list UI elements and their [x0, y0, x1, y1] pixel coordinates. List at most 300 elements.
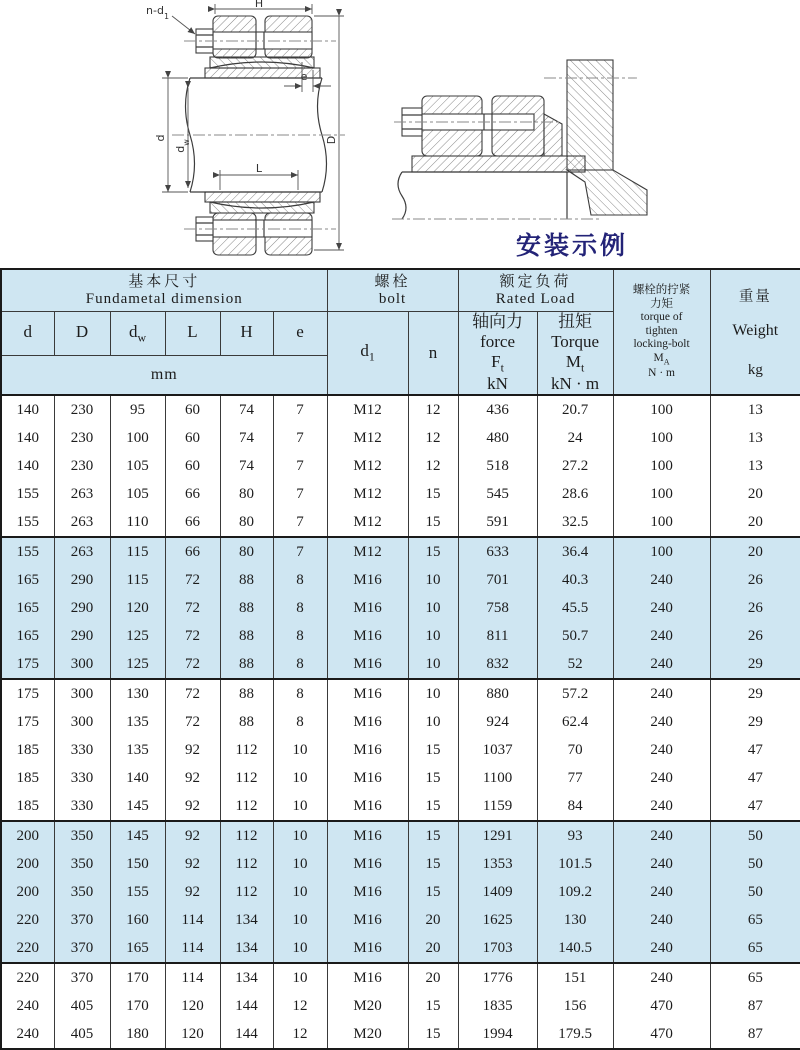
table-cell: 80 [220, 508, 273, 537]
table-cell: 100 [613, 508, 710, 537]
table-cell: 290 [54, 594, 110, 622]
col-d: d [1, 311, 54, 356]
table-cell: 20 [408, 934, 458, 963]
table-cell: 26 [710, 594, 800, 622]
table-cell: 230 [54, 424, 110, 452]
table-cell: 13 [710, 395, 800, 424]
table-cell: 87 [710, 1020, 800, 1049]
table-cell: 92 [165, 764, 220, 792]
table-cell: M12 [327, 537, 408, 566]
table-cell: 200 [1, 850, 54, 878]
sleeve-flange-bottom [205, 192, 320, 202]
table-cell: 7 [273, 424, 327, 452]
table-cell: 370 [54, 906, 110, 934]
table-row [1, 963, 800, 992]
table-cell: 7 [273, 508, 327, 537]
table-cell: 300 [54, 650, 110, 679]
table-cell: 8 [273, 708, 327, 736]
header-bolt-group [327, 269, 458, 311]
table-cell: 220 [1, 963, 54, 992]
table-cell: 74 [220, 395, 273, 424]
rated-load-en: Rated Load [495, 291, 576, 308]
table-row [1, 622, 800, 650]
table-cell: 10 [273, 821, 327, 850]
spec-table-body [1, 395, 800, 1049]
table-cell: M16 [327, 878, 408, 906]
table-cell: M12 [327, 424, 408, 452]
table-cell: 170 [110, 963, 165, 992]
bolt-callout-label: $n-d_1$ [146, 4, 170, 21]
table-row [1, 537, 800, 566]
table-cell: 101.5 [537, 850, 613, 878]
table-row [1, 424, 800, 452]
table-row [1, 878, 800, 906]
table-cell: 88 [220, 679, 273, 708]
col-dw: $d_w$ [110, 311, 165, 356]
table-cell: 1409 [458, 878, 537, 906]
table-cell: 15 [408, 878, 458, 906]
table-cell: 112 [220, 878, 273, 906]
table-cell: M12 [327, 395, 408, 424]
table-cell: 170 [110, 992, 165, 1020]
table-cell: 240 [613, 963, 710, 992]
table-cell: M16 [327, 792, 408, 821]
table-cell: 74 [220, 452, 273, 480]
table-cell: M12 [327, 508, 408, 537]
table-cell: 8 [273, 594, 327, 622]
table-cell: 10 [273, 736, 327, 764]
table-cell: 10 [273, 906, 327, 934]
table-cell: 8 [273, 566, 327, 594]
table-cell: 92 [165, 878, 220, 906]
table-cell: 72 [165, 650, 220, 679]
table-cell: 15 [408, 792, 458, 821]
table-row [1, 452, 800, 480]
table-cell: 470 [613, 1020, 710, 1049]
table-cell: 28.6 [537, 480, 613, 508]
spec-table-header [1, 269, 800, 395]
col-L: L [165, 311, 220, 356]
table-cell: 1100 [458, 764, 537, 792]
table-cell: 1625 [458, 906, 537, 934]
table-row [1, 508, 800, 537]
table-cell: 8 [273, 650, 327, 679]
table-cell: M16 [327, 736, 408, 764]
table-row [1, 594, 800, 622]
table-cell: 1353 [458, 850, 537, 878]
dim-label-H: H [254, 0, 264, 10]
table-cell: 92 [165, 736, 220, 764]
table-cell: 924 [458, 708, 537, 736]
table-cell: 880 [458, 679, 537, 708]
table-cell: 290 [54, 566, 110, 594]
table-cell: 70 [537, 736, 613, 764]
table-cell: 240 [1, 992, 54, 1020]
dim-label-D: D [325, 135, 338, 145]
table-cell: 8 [273, 679, 327, 708]
table-cell: 180 [110, 1020, 165, 1049]
table-cell: 20 [710, 508, 800, 537]
table-cell: 15 [408, 764, 458, 792]
header-weight: 重量 Weight kg [710, 269, 800, 395]
table-cell: 220 [1, 906, 54, 934]
table-cell: M16 [327, 934, 408, 963]
table-cell: 45.5 [537, 594, 613, 622]
table-cell: 66 [165, 480, 220, 508]
table-cell: 155 [1, 537, 54, 566]
table-cell: 100 [613, 537, 710, 566]
table-cell: 758 [458, 594, 537, 622]
table-cell: 26 [710, 566, 800, 594]
table-cell: 150 [110, 850, 165, 878]
table-cell: M16 [327, 963, 408, 992]
table-cell: 175 [1, 708, 54, 736]
table-cell: 130 [110, 679, 165, 708]
table-cell: 112 [220, 821, 273, 850]
table-cell: 290 [54, 622, 110, 650]
table-cell: M16 [327, 594, 408, 622]
table-cell: 185 [1, 764, 54, 792]
table-cell: 240 [613, 679, 710, 708]
table-cell: 80 [220, 480, 273, 508]
table-cell: 50 [710, 821, 800, 850]
bolt-shaft-bottom [213, 220, 312, 237]
table-cell: 240 [613, 566, 710, 594]
table-cell: 88 [220, 650, 273, 679]
table-cell: 27.2 [537, 452, 613, 480]
table-cell: 545 [458, 480, 537, 508]
header-locking-torque: 螺栓的拧紧 力矩 torque of tighten locking-bolt $M_A$ N · m [613, 269, 710, 395]
sleeve-collar [412, 156, 585, 172]
table-cell: M20 [327, 1020, 408, 1049]
table-cell: 15 [408, 821, 458, 850]
table-cell: 26 [710, 622, 800, 650]
table-cell: 88 [220, 622, 273, 650]
col-n: n [408, 311, 458, 395]
table-cell: 72 [165, 708, 220, 736]
table-row [1, 850, 800, 878]
table-cell: 144 [220, 1020, 273, 1049]
table-cell: 125 [110, 622, 165, 650]
table-cell: 300 [54, 679, 110, 708]
table-cell: 15 [408, 508, 458, 537]
table-cell: 72 [165, 594, 220, 622]
table-cell: 230 [54, 395, 110, 424]
table-cell: 1703 [458, 934, 537, 963]
table-cell: 151 [537, 963, 613, 992]
table-cell: 24 [537, 424, 613, 452]
rated-load-zh: 额定负荷 [499, 273, 572, 290]
table-row [1, 736, 800, 764]
table-cell: 32.5 [537, 508, 613, 537]
table-cell: 20 [710, 537, 800, 566]
dim-label-e: e [300, 70, 308, 83]
table-cell: 84 [537, 792, 613, 821]
table-cell: M20 [327, 992, 408, 1020]
table-cell: 155 [1, 508, 54, 537]
table-cell: 1159 [458, 792, 537, 821]
table-cell: 72 [165, 679, 220, 708]
table-cell: 29 [710, 708, 800, 736]
spec-table [0, 268, 800, 1050]
section-drawing [50, 0, 400, 264]
table-cell: M12 [327, 452, 408, 480]
table-cell: 120 [165, 1020, 220, 1049]
table-cell: 114 [165, 934, 220, 963]
table-cell: 50 [710, 850, 800, 878]
lock-block-wedge [544, 114, 562, 156]
table-cell: 134 [220, 963, 273, 992]
table-cell: 115 [110, 566, 165, 594]
table-cell: 175 [1, 679, 54, 708]
table-cell: 12 [408, 424, 458, 452]
table-cell: 92 [165, 821, 220, 850]
installation-drawing [392, 52, 672, 227]
table-cell: 20 [408, 906, 458, 934]
table-cell: 88 [220, 708, 273, 736]
dim-label-L: L [255, 162, 263, 175]
header-basic-dimension [1, 269, 327, 311]
table-cell: 52 [537, 650, 613, 679]
bolt-group-zh: 螺栓 [374, 273, 411, 290]
table-cell: 65 [710, 934, 800, 963]
table-cell: 160 [110, 906, 165, 934]
table-cell: 220 [1, 934, 54, 963]
table-cell: 109.2 [537, 878, 613, 906]
table-cell: 13 [710, 452, 800, 480]
table-cell: 50.7 [537, 622, 613, 650]
table-cell: 12 [273, 992, 327, 1020]
table-cell: 60 [165, 395, 220, 424]
table-row [1, 792, 800, 821]
table-row [1, 992, 800, 1020]
table-cell: 114 [165, 906, 220, 934]
table-cell: 95 [110, 395, 165, 424]
table-cell: 350 [54, 878, 110, 906]
table-cell: 50 [710, 878, 800, 906]
table-cell: 110 [110, 508, 165, 537]
table-cell: 165 [1, 566, 54, 594]
table-cell: 144 [220, 992, 273, 1020]
table-cell: 470 [613, 992, 710, 1020]
table-cell: 15 [408, 992, 458, 1020]
col-axial-force: 轴向力 force $F_t$ kN [458, 311, 537, 395]
col-e: e [273, 311, 327, 356]
table-cell: 10 [273, 934, 327, 963]
table-cell: 240 [613, 650, 710, 679]
table-cell: 62.4 [537, 708, 613, 736]
table-cell: 92 [165, 792, 220, 821]
table-cell: 240 [613, 708, 710, 736]
table-cell: 88 [220, 566, 273, 594]
table-cell: 72 [165, 622, 220, 650]
installation-caption: 安装示例 [515, 233, 628, 260]
table-cell: 10 [273, 764, 327, 792]
table-cell: 74 [220, 424, 273, 452]
table-row [1, 650, 800, 679]
table-cell: 93 [537, 821, 613, 850]
table-cell: 80 [220, 537, 273, 566]
table-cell: M16 [327, 906, 408, 934]
table-cell: 7 [273, 537, 327, 566]
table-cell: 701 [458, 566, 537, 594]
table-cell: 155 [1, 480, 54, 508]
table-row [1, 764, 800, 792]
table-cell: 120 [110, 594, 165, 622]
table-cell: 60 [165, 424, 220, 452]
dim-label-dw: $d_w$ [174, 139, 191, 153]
technical-drawings [0, 0, 800, 268]
table-cell: 263 [54, 537, 110, 566]
bolt-group-en: bolt [378, 291, 407, 308]
table-cell: 15 [408, 1020, 458, 1049]
table-cell: 405 [54, 992, 110, 1020]
table-cell: M16 [327, 679, 408, 708]
table-cell: 112 [220, 764, 273, 792]
table-cell: 405 [54, 1020, 110, 1049]
table-cell: 60 [165, 452, 220, 480]
table-cell: 100 [613, 480, 710, 508]
header-rated-load [458, 269, 613, 311]
basic-dimension-zh: 基本尺寸 [128, 273, 201, 290]
table-cell: 47 [710, 792, 800, 821]
table-cell: 300 [54, 708, 110, 736]
table-row [1, 906, 800, 934]
table-cell: M16 [327, 622, 408, 650]
table-cell: 156 [537, 992, 613, 1020]
table-cell: 66 [165, 508, 220, 537]
table-cell: 240 [613, 764, 710, 792]
table-cell: 140 [1, 452, 54, 480]
table-cell: 135 [110, 736, 165, 764]
table-cell: 10 [408, 708, 458, 736]
table-cell: 13 [710, 424, 800, 452]
table-cell: 350 [54, 821, 110, 850]
table-cell: 65 [710, 906, 800, 934]
table-cell: 20 [408, 963, 458, 992]
table-cell: 105 [110, 452, 165, 480]
table-cell: 240 [1, 1020, 54, 1049]
table-cell: 100 [110, 424, 165, 452]
housing-wall [567, 60, 613, 170]
shaft-body [402, 172, 567, 219]
table-cell: 20 [710, 480, 800, 508]
col-d1: $d_1$ [327, 311, 408, 395]
table-cell: 330 [54, 792, 110, 821]
table-cell: 200 [1, 878, 54, 906]
table-cell: 140 [110, 764, 165, 792]
table-cell: 330 [54, 764, 110, 792]
table-cell: 185 [1, 736, 54, 764]
table-cell: 10 [408, 650, 458, 679]
table-cell: 7 [273, 452, 327, 480]
table-cell: M16 [327, 764, 408, 792]
table-cell: 114 [165, 963, 220, 992]
table-cell: 240 [613, 934, 710, 963]
table-cell: 140 [1, 424, 54, 452]
housing-foot [567, 170, 647, 215]
table-cell: 1835 [458, 992, 537, 1020]
table-cell: 10 [408, 679, 458, 708]
table-cell: 10 [273, 878, 327, 906]
basic-dimension-en: Fundametal dimension [85, 291, 243, 308]
table-cell: 135 [110, 708, 165, 736]
table-cell: 112 [220, 736, 273, 764]
table-cell: 1994 [458, 1020, 537, 1049]
table-cell: 480 [458, 424, 537, 452]
table-cell: 240 [613, 850, 710, 878]
table-cell: 134 [220, 906, 273, 934]
table-cell: 20.7 [537, 395, 613, 424]
table-cell: 40.3 [537, 566, 613, 594]
spec-table-container [0, 268, 800, 1042]
table-cell: 87 [710, 992, 800, 1020]
table-cell: 832 [458, 650, 537, 679]
table-cell: 140.5 [537, 934, 613, 963]
table-cell: 1037 [458, 736, 537, 764]
table-cell: 165 [1, 622, 54, 650]
table-cell: 370 [54, 963, 110, 992]
table-cell: 591 [458, 508, 537, 537]
table-cell: 350 [54, 850, 110, 878]
table-cell: 115 [110, 537, 165, 566]
table-cell: 100 [613, 424, 710, 452]
table-cell: 263 [54, 480, 110, 508]
table-cell: 240 [613, 906, 710, 934]
table-cell: 66 [165, 537, 220, 566]
table-cell: 72 [165, 566, 220, 594]
table-cell: 230 [54, 452, 110, 480]
table-cell: 15 [408, 480, 458, 508]
bolt-callout-leader [172, 16, 195, 34]
table-cell: 10 [408, 566, 458, 594]
table-cell: 7 [273, 480, 327, 508]
col-H: H [220, 311, 273, 356]
table-cell: 185 [1, 792, 54, 821]
table-cell: 29 [710, 679, 800, 708]
table-cell: 12 [273, 1020, 327, 1049]
table-cell: 130 [537, 906, 613, 934]
table-row [1, 480, 800, 508]
table-cell: 179.5 [537, 1020, 613, 1049]
table-row [1, 1020, 800, 1049]
bolt-shaft-top [213, 32, 312, 49]
table-cell: 140 [1, 395, 54, 424]
table-cell: 10 [273, 850, 327, 878]
table-cell: 125 [110, 650, 165, 679]
table-cell: 175 [1, 650, 54, 679]
table-cell: 15 [408, 537, 458, 566]
table-cell: 370 [54, 934, 110, 963]
table-cell: 112 [220, 850, 273, 878]
table-cell: 165 [110, 934, 165, 963]
table-cell: 10 [273, 792, 327, 821]
table-cell: M16 [327, 650, 408, 679]
table-cell: 65 [710, 963, 800, 992]
table-cell: 88 [220, 594, 273, 622]
table-cell: 29 [710, 650, 800, 679]
table-cell: 811 [458, 622, 537, 650]
table-row [1, 821, 800, 850]
table-cell: M16 [327, 566, 408, 594]
table-cell: 240 [613, 792, 710, 821]
table-cell: 200 [1, 821, 54, 850]
table-cell: 15 [408, 736, 458, 764]
unit-mm: mm [1, 356, 327, 395]
table-cell: 165 [1, 594, 54, 622]
table-cell: 10 [273, 963, 327, 992]
dim-label-d: d [154, 134, 167, 142]
